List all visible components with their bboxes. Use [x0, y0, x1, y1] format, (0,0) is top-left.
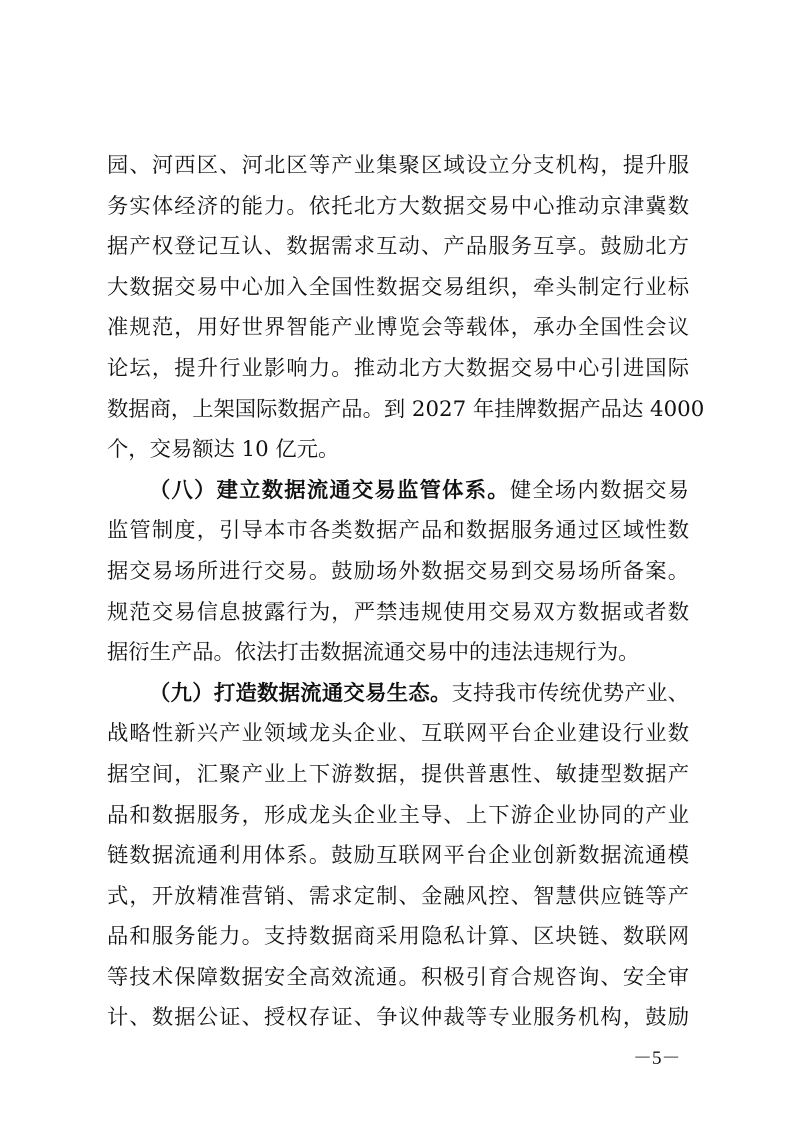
document-body	[107, 146, 705, 1039]
text-line: 计、数据公证、授权存证、争议仲裁等专业服务机构，鼓励	[107, 1005, 689, 1031]
text-line: 务实体经济的能力。依托北方大数据交易中心推动京津冀数	[107, 193, 689, 219]
text-line: 准规范，用好世界智能产业博览会等载体，承办全国性会议	[107, 315, 689, 341]
text-line: 链数据流通利用体系。鼓励互联网平台企业创新数据流通模	[107, 843, 689, 869]
text-line: 监管制度，引导本市各类数据产品和数据服务通过区域性数	[107, 518, 689, 544]
text-line: 园、河西区、河北区等产业集聚区域设立分支机构，提升服	[107, 153, 689, 178]
text-line: 战略性新兴产业领域龙头企业、互联网平台企业建设行业数	[107, 721, 689, 747]
section-heading-line	[107, 471, 689, 512]
section-heading-8: （八）建立数据流通交易监管体系。	[149, 477, 510, 503]
text-fragment: 健全场内数据交易	[509, 477, 689, 503]
section-heading-line	[107, 674, 689, 715]
text-line: 等技术保障数据安全高效流通。积极引育合规咨询、安全审	[107, 964, 689, 990]
section-heading-9: （九）打造数据流通交易生态。	[149, 680, 452, 706]
text-line: 据产权登记互认、数据需求互动、产品服务互享。鼓励北方	[107, 234, 689, 260]
text-line: 据空间，汇聚产业上下游数据，提供普惠性、敏捷型数据产	[107, 761, 689, 787]
text-line: 品和数据服务，形成龙头企业主导、上下游企业协同的产业	[107, 802, 689, 828]
text-line: 个，交易额达 10 亿元。	[107, 437, 340, 463]
text-line: 大数据交易中心加入全国性数据交易组织，牵头制定行业标	[107, 274, 689, 300]
text-fragment: 支持我市传统优势产业、	[451, 680, 689, 706]
text-line: 式，开放精准营销、需求定制、金融风控、智慧供应链等产	[107, 883, 689, 909]
text-line: 数据商，上架国际数据产品。到 2027 年挂牌数据产品达 4000	[107, 396, 705, 422]
page-number: －5－	[633, 1048, 681, 1069]
text-line: 规范交易信息披露行为，严禁违规使用交易双方数据或者数	[107, 599, 689, 625]
text-line: 品和服务能力。支持数据商采用隐私计算、区块链、数联网	[107, 924, 689, 950]
text-line: 论坛，提升行业影响力。推动北方大数据交易中心引进国际	[107, 355, 689, 381]
text-line: 据交易场所进行交易。鼓励场外数据交易到交易场所备案。	[107, 558, 689, 584]
text-line: 据衍生产品。依法打击数据流通交易中的违法违规行为。	[107, 640, 640, 666]
